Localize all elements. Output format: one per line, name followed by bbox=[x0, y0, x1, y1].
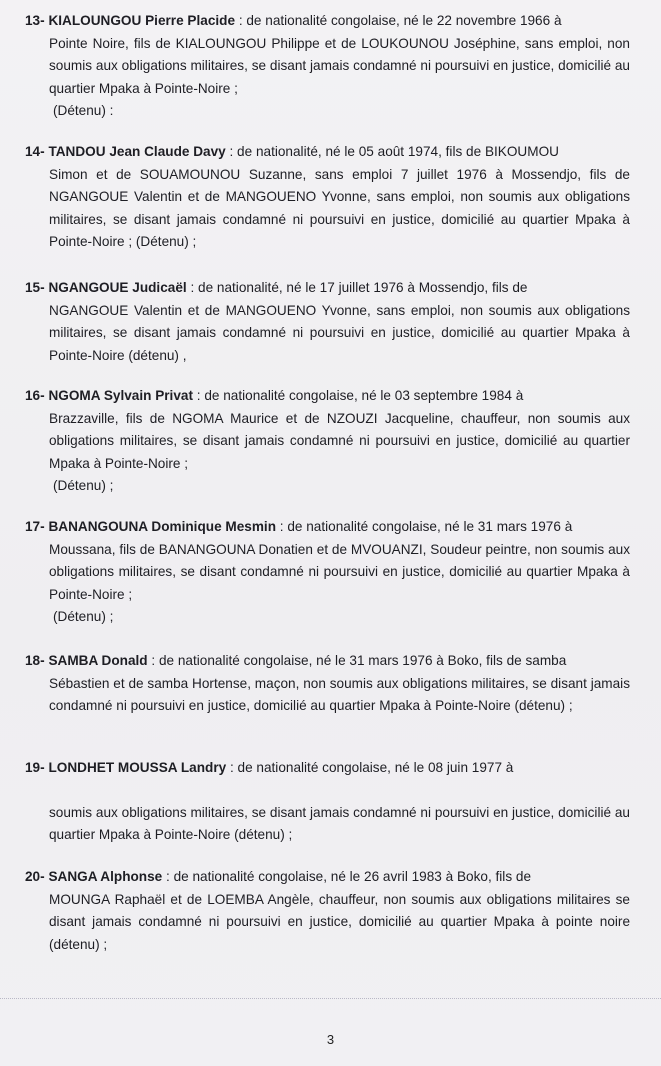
entry-body: Moussana, fils de BANANGOUNA Donatien et de MVOUANZI, Soudeur peintre, non soumis aux obligations militaires, se disant condamné ni poursuivi en justice, domicilié au quartier Mpaka à Pointe-Noire ; bbox=[49, 541, 630, 602]
person-name: SANGA Alphonse bbox=[48, 869, 163, 884]
person-name: NGOMA Sylvain Privat bbox=[48, 388, 193, 403]
entry-number: 20- bbox=[25, 869, 45, 884]
entry-heading bbox=[25, 10, 630, 33]
entry-body: MOUNGA Raphaël et de LOEMBA Angèle, chauffeur, non soumis aux obligations militaires se disant jamais condamné ni poursuivi en justice, domicilié au quartier Mpaka à pointe noire (détenu) ; bbox=[49, 891, 630, 952]
footer-divider bbox=[0, 998, 661, 999]
entry-heading bbox=[25, 516, 630, 539]
entry-number: 16- bbox=[25, 388, 45, 403]
entry-heading bbox=[25, 385, 630, 408]
entry-first-line: : de nationalité congolaise, né le 26 avril 1983 à Boko, fils de bbox=[166, 869, 532, 884]
entry-20 bbox=[25, 866, 630, 956]
entry-number: 18- bbox=[25, 653, 45, 668]
person-name: TANDOU Jean Claude Davy bbox=[48, 144, 226, 159]
entry-17 bbox=[25, 516, 630, 629]
entry-body: Pointe Noire, fils de KIALOUNGOU Philippe et de LOUKOUNOU Joséphine, sans emploi, non soumis aux obligations militaires, se disant jamais condamné ni poursuivi en justice, domicilié au quartier Mpaka à Pointe-Noire ; bbox=[49, 35, 630, 96]
entry-heading bbox=[25, 757, 630, 780]
entry-body: Simon et de SOUAMOUNOU Suzanne, sans emploi 7 juillet 1976 à Mossendjo, fils de NGANGOUE Valentin et de MANGOUENO Yvonne, sans emploi, non soumis aux obligations militaires, se disant jamais condamné ni poursuivi en justice, domicilié au quartier Mpaka à Pointe-Noire ; (Détenu) ; bbox=[49, 166, 630, 249]
entry-18 bbox=[25, 650, 630, 718]
entry-number: 19- bbox=[25, 760, 45, 775]
entry-first-line: : de nationalité congolaise, né le 22 novembre 1966 à bbox=[238, 13, 562, 28]
entry-first-line: : de nationalité, né le 05 août 1974, fils de BIKOUMOU bbox=[229, 144, 559, 159]
person-name: LONDHET MOUSSA Landry bbox=[48, 760, 227, 775]
entry-14 bbox=[25, 141, 630, 254]
entry-19 bbox=[25, 757, 630, 847]
entry-first-line: : de nationalité congolaise, né le 31 mars 1976 à bbox=[279, 519, 573, 534]
entry-body: NGANGOUE Valentin et de MANGOUENO Yvonne, sans emploi, non soumis aux obligations militaires, se disant jamais condamné ni poursuivi en justice, domicilié au quartier Mpaka à Pointe-Noire (détenu) , bbox=[49, 302, 630, 363]
entry-heading bbox=[25, 866, 630, 889]
person-name: SAMBA Donald bbox=[48, 653, 148, 668]
person-name: NGANGOUE Judicaël bbox=[48, 280, 187, 295]
entry-16 bbox=[25, 385, 630, 498]
person-name: KIALOUNGOU Pierre Placide bbox=[48, 13, 236, 28]
entry-first-line: : de nationalité congolaise, né le 08 juin 1977 à bbox=[229, 760, 514, 775]
entry-number: 13- bbox=[25, 13, 45, 28]
detention-status: (Détenu) ; bbox=[53, 609, 114, 624]
entry-body: soumis aux obligations militaires, se disant jamais condamné ni poursuivi en justice, domicilié au quartier Mpaka à Pointe-Noire (détenu) ; bbox=[49, 804, 630, 842]
entry-heading bbox=[25, 277, 630, 300]
detention-status: (Détenu) : bbox=[53, 103, 114, 118]
entry-heading bbox=[25, 650, 630, 673]
entry-first-line: : de nationalité, né le 17 juillet 1976 à Mossendjo, fils de bbox=[190, 280, 528, 295]
entry-number: 14- bbox=[25, 144, 45, 159]
entry-first-line: : de nationalité congolaise, né le 31 mars 1976 à Boko, fils de samba bbox=[151, 653, 567, 668]
entry-heading bbox=[25, 141, 630, 164]
detention-status: (Détenu) ; bbox=[53, 478, 114, 493]
entry-number: 15- bbox=[25, 280, 45, 295]
entry-body: Brazzaville, fils de NGOMA Maurice et de NZOUZI Jacqueline, chauffeur, non soumis aux obligations militaires, se disant jamais condamné ni poursuivi en justice, domicilié au quartier Mpaka à Pointe-Noire ; bbox=[49, 410, 630, 471]
page-number: 3 bbox=[326, 1032, 335, 1047]
entry-first-line: : de nationalité congolaise, né le 03 septembre 1984 à bbox=[196, 388, 524, 403]
entry-13 bbox=[25, 10, 630, 123]
entry-body: Sébastien et de samba Hortense, maçon, non soumis aux obligations militaires, se disant jamais condamné ni poursuivi en justice, domicilié au quartier Mpaka à Pointe-Noire (détenu) ; bbox=[49, 675, 630, 713]
person-name: BANANGOUNA Dominique Mesmin bbox=[48, 519, 277, 534]
entry-number: 17- bbox=[25, 519, 45, 534]
entry-15 bbox=[25, 277, 630, 367]
